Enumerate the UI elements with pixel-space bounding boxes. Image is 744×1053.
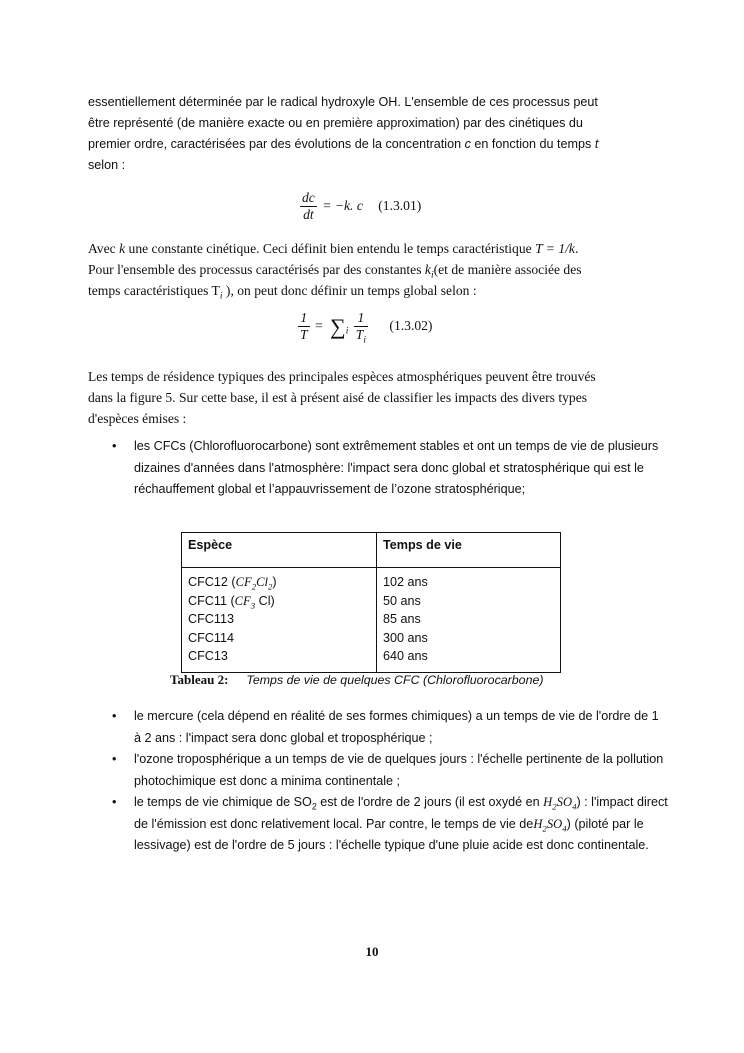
text-line: essentiellement déterminée par le radical hydroxyle OH. L'ensemble de ces processus peut bbox=[88, 95, 598, 109]
fraction-dc-dt bbox=[300, 190, 317, 223]
species-cfc13: CFC13 bbox=[188, 649, 228, 663]
text-span: en fonction du temps bbox=[470, 137, 595, 151]
table-row bbox=[182, 568, 561, 673]
list-item bbox=[88, 792, 668, 857]
formula-sub: 3 bbox=[250, 600, 256, 611]
text-line: d'espèces émises : bbox=[88, 411, 187, 426]
subscript-i: i bbox=[430, 270, 434, 281]
text-span: temps caractéristiques T bbox=[88, 283, 220, 298]
list-item-text: le mercure (cela dépend en réalité de ses formes chimiques) a un temps de vie de l'ordre de 1 à 2 ans : l'impact sera donc global et troposphérique ; bbox=[134, 709, 659, 745]
species-cfc11 bbox=[188, 592, 370, 611]
species-cfc113: CFC113 bbox=[188, 612, 234, 626]
text-line bbox=[88, 134, 658, 155]
text-span: ) (piloté par le lessivage) est de l'ordre de 5 jours : l'échelle typique d'une pluie acide est donc continentale. bbox=[134, 816, 649, 852]
bullet-icon: • bbox=[112, 709, 117, 723]
equation-global-time bbox=[298, 310, 433, 346]
formula-part: SO bbox=[556, 795, 573, 809]
fraction-denominator: dt bbox=[303, 207, 314, 222]
formula-part: CF bbox=[235, 575, 252, 589]
text-span: ), on peut donc définir un temps global selon : bbox=[222, 283, 477, 298]
caption-label: Tableau 2: bbox=[170, 672, 229, 687]
bullet-list-species bbox=[88, 706, 668, 857]
paragraph-constants bbox=[88, 238, 658, 301]
symbol-T: T bbox=[355, 327, 364, 342]
equation-first-order bbox=[300, 190, 421, 223]
bullet-icon: • bbox=[112, 752, 117, 766]
variable-c: c bbox=[464, 137, 471, 151]
lifetime-cell bbox=[377, 568, 561, 673]
species-cell bbox=[182, 568, 377, 673]
text-line bbox=[88, 259, 658, 280]
fraction-one-over-T bbox=[298, 310, 310, 343]
text-span: ) : l'impact direct de l'émission est donc relativement local. Par contre, le temps de vie de bbox=[134, 795, 668, 831]
list-item-text: l'ozone troposphérique a un temps de vie de quelques jours : l'échelle pertinente de la pollution photochimique est donc a minima continentale ; bbox=[134, 752, 664, 788]
text-span: (et de manière associée des bbox=[433, 262, 582, 277]
sum-symbol: ∑ bbox=[330, 313, 346, 339]
text-line bbox=[88, 238, 658, 259]
lifetime-value: 102 ans bbox=[383, 575, 428, 589]
list-item-text: les CFCs (Chlorofluorocarbone) sont extrêmement stables et ont un temps de vie de plusieurs dizaines d'années dans l'atmosphère: l'impact sera donc global et stratosphérique qui est le réchauffement global et l’appauvrissement de l’ozone stratosphérique; bbox=[134, 439, 659, 496]
formula-part: H bbox=[533, 816, 543, 831]
header-species: Espèce bbox=[182, 533, 377, 568]
sum-index: i bbox=[345, 326, 349, 337]
species-name: CFC11 ( bbox=[188, 593, 235, 608]
list-item bbox=[88, 436, 668, 501]
lifetime-value: 640 ans bbox=[383, 649, 428, 663]
paragraph-intro bbox=[88, 92, 658, 176]
formula-h2so4 bbox=[533, 816, 567, 834]
subscript-i: i bbox=[363, 335, 367, 346]
tau-expression: T = 1/k bbox=[535, 241, 575, 256]
subscript-i: i bbox=[219, 291, 223, 302]
formula-sub: 4 bbox=[562, 823, 567, 834]
text-span: Avec bbox=[88, 241, 120, 256]
variable-ki bbox=[424, 262, 434, 281]
formula-part: H bbox=[543, 795, 553, 809]
text-span: le temps de vie chimique de SO bbox=[134, 795, 312, 809]
variable-t: t bbox=[594, 137, 599, 151]
formula-sub: 2 bbox=[542, 823, 547, 834]
variable-k: k bbox=[119, 241, 126, 256]
formula-part: Cl bbox=[256, 575, 268, 589]
equals-sign: = bbox=[314, 317, 323, 333]
formula-h2so4 bbox=[543, 795, 577, 812]
text-line: selon : bbox=[88, 158, 126, 172]
header-lifetime: Temps de vie bbox=[377, 533, 561, 568]
text-span: Pour l'ensemble des processus caractérisés par des constantes bbox=[88, 262, 425, 277]
table-caption bbox=[170, 672, 543, 688]
symbol-k: k bbox=[424, 262, 431, 277]
bullet-icon: • bbox=[112, 439, 117, 453]
text-span: est de l'ordre de 2 jours (il est oxydé en bbox=[316, 795, 544, 809]
formula-sub: 4 bbox=[572, 801, 577, 812]
text-span: une constante cinétique. Ceci définit bien entendu le temps caractéristique bbox=[125, 241, 536, 256]
fraction-numerator: 1 bbox=[298, 310, 310, 327]
lifetime-value: 85 ans bbox=[383, 612, 421, 626]
table-header-row bbox=[182, 533, 561, 568]
species-cfc12 bbox=[188, 573, 370, 592]
equation-rhs: = −k. c bbox=[322, 197, 363, 213]
text-line bbox=[88, 280, 658, 301]
formula-part: CF bbox=[234, 593, 251, 608]
caption-text: Temps de vie de quelques CFC (Chlorofluorocarbone) bbox=[246, 673, 544, 687]
text-span: . bbox=[574, 241, 579, 256]
equation-number: (1.3.01) bbox=[378, 197, 422, 213]
text-line: dans la figure 5. Sur cette base, il est à présent aisé de classifier les impacts des divers types bbox=[88, 390, 588, 405]
formula bbox=[234, 593, 256, 611]
lifetime-value: 50 ans bbox=[383, 593, 421, 608]
text-line: Les temps de résidence typiques des principales espèces atmosphériques peuvent être trouvés bbox=[88, 369, 596, 384]
fraction-denominator bbox=[354, 327, 368, 346]
text-line: être représenté (de manière exacte ou en première approximation) par des cinétiques du bbox=[88, 116, 583, 130]
fraction-one-over-Ti bbox=[354, 310, 368, 346]
bullet-icon: • bbox=[112, 795, 117, 809]
list-item bbox=[88, 749, 668, 792]
bullet-list-cfc bbox=[88, 436, 668, 501]
subscript: 2 bbox=[311, 801, 317, 812]
species-close: ) bbox=[272, 575, 277, 589]
page-number: 10 bbox=[365, 944, 379, 959]
fraction-denominator: T bbox=[300, 327, 308, 342]
species-cfc114: CFC114 bbox=[188, 630, 234, 645]
text-span: premier ordre, caractérisées par des évolutions de la concentration bbox=[88, 137, 465, 151]
fraction-numerator: 1 bbox=[354, 310, 368, 327]
formula-sub: 2 bbox=[268, 581, 273, 592]
cfc-lifetime-table bbox=[181, 532, 561, 673]
lifetime-value: 300 ans bbox=[383, 630, 428, 645]
equation-number: (1.3.02) bbox=[389, 317, 433, 333]
species-name: CFC12 ( bbox=[188, 575, 236, 589]
formula-sub: 2 bbox=[552, 801, 557, 812]
species-tail: Cl) bbox=[255, 593, 275, 608]
paragraph-residence bbox=[88, 366, 658, 429]
formula bbox=[235, 575, 273, 592]
fraction-numerator: dc bbox=[302, 190, 315, 205]
list-item bbox=[88, 706, 668, 749]
formula-sub: 2 bbox=[251, 581, 257, 592]
formula-part: SO bbox=[546, 816, 563, 831]
